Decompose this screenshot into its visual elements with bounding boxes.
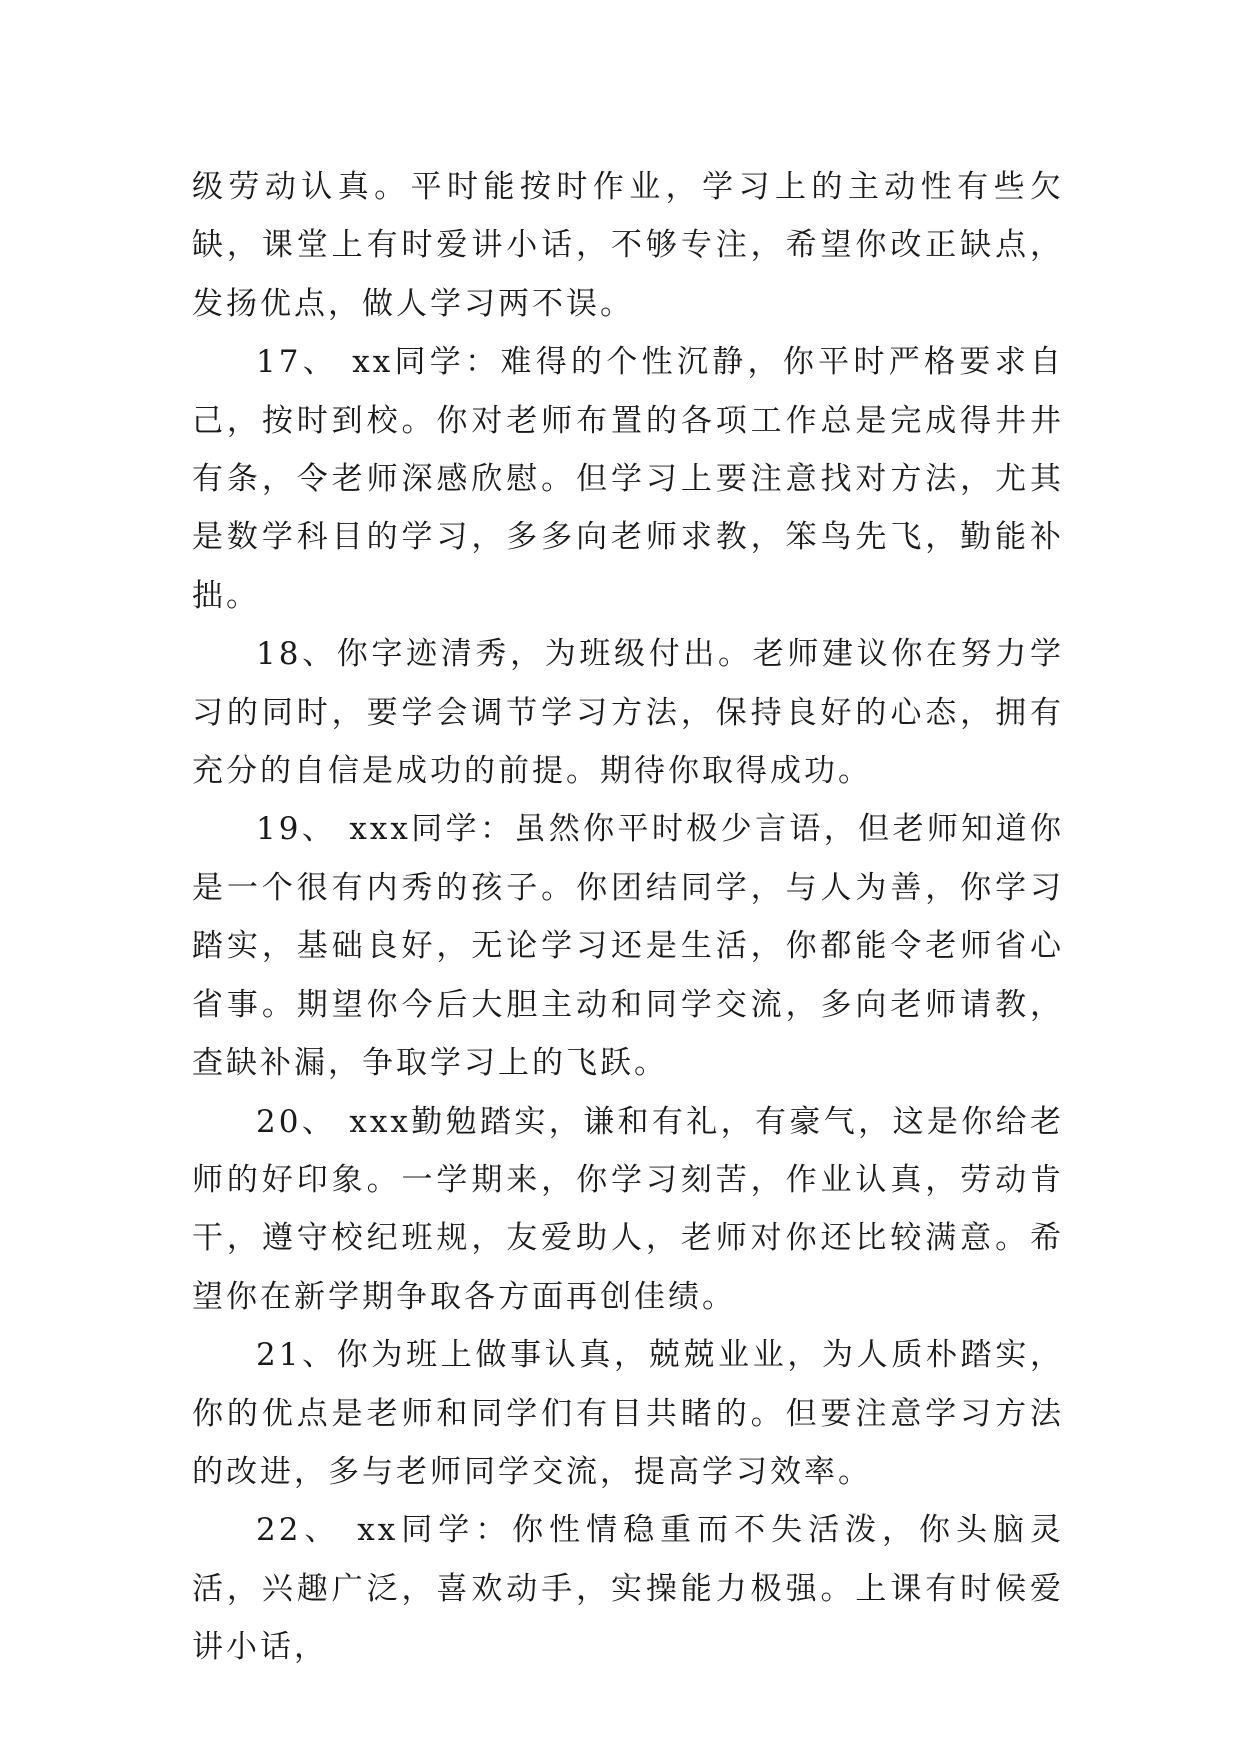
paragraph-comment-22: 22、 xx同学：你性情稳重而不失活泼，你头脑灵活，兴趣广泛，喜欢动手，实操能力极强。上课有时候爱讲小话， [192,1512,1064,1666]
paragraph-comment-19: 19、 xxx同学：虽然你平时极少言语，但老师知道你是一个很有内秀的孩子。你团结同学，与人为善，你学习踏实，基础良好，无论学习还是生活，你都能令老师省心省事。期望你今后大胆主动和同学交流，多向老师请教，查缺补漏，争取学习上的飞跃。 [192,811,1064,1082]
paragraph-comment-17: 17、 xx同学：难得的个性沉静，你平时严格要求自己，按时到校。你对老师布置的各项工作总是完成得井井有条，令老师深感欣慰。但学习上要注意找对方法，尤其是数学科目的学习，多多向老师求教，笨鸟先飞，勤能补拙。 [192,344,1064,614]
document-body [192,158,1064,1677]
paragraph-comment-20: 20、 xxx勤勉踏实，谦和有礼，有豪气，这是你给老师的好印象。一学期来，你学习刻苦，作业认真，劳动肯干，遵守校纪班规，友爱助人，老师对你还比较满意。希望你在新学期争取各方面再创佳绩。 [192,1103,1064,1315]
paragraph-comment-21: 21、你为班上做事认真，兢兢业业，为人质朴踏实，你的优点是老师和同学们有目共睹的。但要注意学习方法的改进，多与老师同学交流，提高学习效率。 [192,1337,1064,1490]
paragraph-comment-18: 18、你字迹清秀，为班级付出。老师建议你在努力学习的同时，要学会调节学习方法，保持良好的心态，拥有充分的自信是成功的前提。期待你取得成功。 [192,636,1064,790]
paragraph-continuation: 级劳动认真。平时能按时作业，学习上的主动性有些欠缺，课堂上有时爱讲小话，不够专注，希望你改正缺点，发扬优点，做人学习两不误。 [192,169,1064,322]
